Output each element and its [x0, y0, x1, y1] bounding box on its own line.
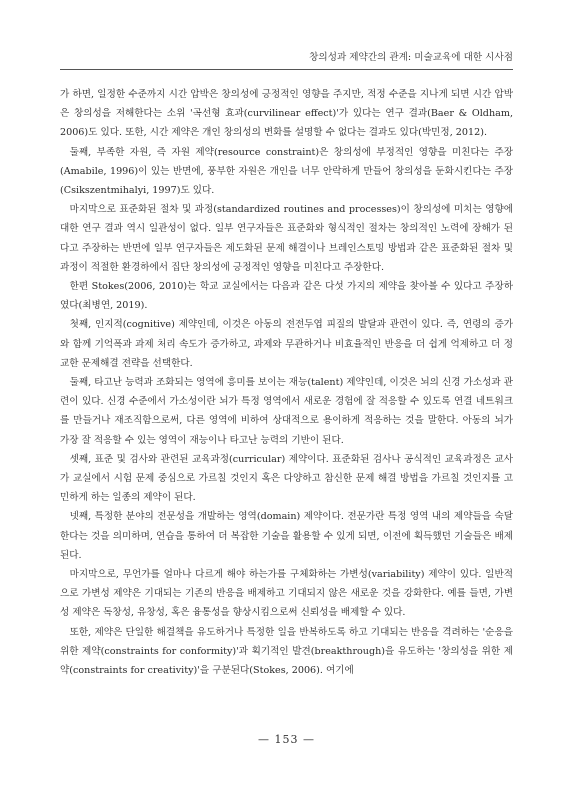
paragraph-conformity-creativity: 또한, 제약은 단일한 해결책을 유도하거나 특정한 일을 반복하도록 하고 기대되는 반응을 격려하는 '순응을 위한 제약(constraints for conformity)'과 획기적인 발견(breakthrough)을 유도하는 '창의성을 위한 제약(constraints for creativity)'을 구분된다(Stokes, 2006). 여기에: [60, 626, 513, 677]
page-number: — 153 —: [258, 733, 315, 746]
paragraph-standardized-routines: 마지막으로 표준화된 절차 및 과정(standardized routines and processes)이 창의성에 미치는 영향에 대한 연구 결과 역시 일관성이 없다. 일부 연구자들은 표준화와 형식적인 절차는 창의적인 노력에 장해가 된다고 주장하는 반면에 일부 연구자들은 제도화된 문제 해결이나 브레인스토밍 방법과 같은 표준화된 절차 및 과정이 적절한 환경하에서 집단 창의성에 긍정적인 영향을 미친다고 주장한다.: [60, 204, 513, 273]
paragraph-resource-constraint: 둘째, 부족한 자원, 즉 자원 제약(resource constraint)은 창의성에 부정적인 영향을 미친다는 주장(Amabile, 1996)이 있는 반면에, 풍부한 자원은 개인을 너무 안락하게 만들어 창의성을 둔화시킨다는 주장(Csikszentmihalyi, 1997)도 있다.: [60, 146, 513, 197]
paragraph-time-pressure: 가 하면, 일정한 수준까지 시간 압박은 창의성에 긍정적인 영향을 주지만, 적정 수준을 지나게 되면 시간 압박은 창의성을 저해한다는 소위 '곡선형 효과(curvilinear effect)'가 있다는 연구 결과(Baer & Oldham, 2006)도 있다. 또한, 시간 제약은 개인 창의성의 변화를 설명할 수 없다는 결과도 있다(박민정, 2012).: [60, 89, 513, 139]
paragraph-talent-constraint: 둘째, 타고난 능력과 조화되는 영역에 흥미를 보이는 재능(talent) 제약인데, 이것은 뇌의 신경 가소성과 관련이 있다. 신경 수준에서 가소성이란 뇌가 특정 영역에서 새로운 경험에 잘 적응할 수 있도록 연결 네트워크를 만들거나 재조직함으로써, 다른 영역에 비하여 상대적으로 용이하게 적응하는 것을 말한다. 아동의 뇌가 가장 잘 적응할 수 있는 영역이 재능이나 타고난 능력의 기반이 된다.: [60, 377, 513, 446]
paragraph-stokes-five-constraints: 한편 Stokes(2006, 2010)는 학교 교실에서는 다음과 같은 다섯 가지의 제약을 찾아볼 수 있다고 주장하였다(최병연, 2019).: [60, 281, 513, 312]
body-text: [60, 85, 513, 680]
paragraph-domain-constraint: 넷째, 특정한 분야의 전문성을 개발하는 영역(domain) 제약이다. 전문가란 특정 영역 내의 제약들을 숙달한다는 것을 의미하며, 연습을 통하여 더 복잡한 기술을 활용할 수 있게 되면, 이전에 획득했던 기술들은 배제된다.: [60, 511, 513, 561]
running-header: 창의성과 제약간의 관계: 미술교육에 대한 시사점: [60, 49, 513, 70]
paragraph-cognitive-constraint: 첫째, 인지적(cognitive) 제약인데, 이것은 아동의 전전두엽 피질의 발달과 관련이 있다. 즉, 연령의 증가와 함께 기억폭과 과제 처리 속도가 증가하고, 과제와 무관하거나 비효율적인 반응을 더 쉽게 억제하고 더 정교한 문제해결 전략을 선택한다.: [60, 319, 513, 369]
paragraph-curricular-constraint: 셋째, 표준 및 검사와 관련된 교육과정(curricular) 제약이다. 표준화된 검사나 공식적인 교육과정은 교사가 교실에서 시험 문제 중심으로 가르칠 것인지 혹은 다양하고 참신한 문제 해결 방법을 가르칠 것인지를 고민하게 하는 일종의 제약이 된다.: [60, 453, 513, 504]
paragraph-variability-constraint: 마지막으로, 무언가를 얼마나 다르게 해야 하는가를 구체화하는 가변성(variability) 제약이 있다. 일반적으로 가변성 제약은 기대되는 기존의 반응을 배제하고 기대되지 않은 새로운 것을 강화한다. 예를 들면, 가변성 제약은 독창성, 유창성, 혹은 융통성을 향상시킴으로써 신뢰성을 배제할 수 있다.: [60, 569, 513, 619]
